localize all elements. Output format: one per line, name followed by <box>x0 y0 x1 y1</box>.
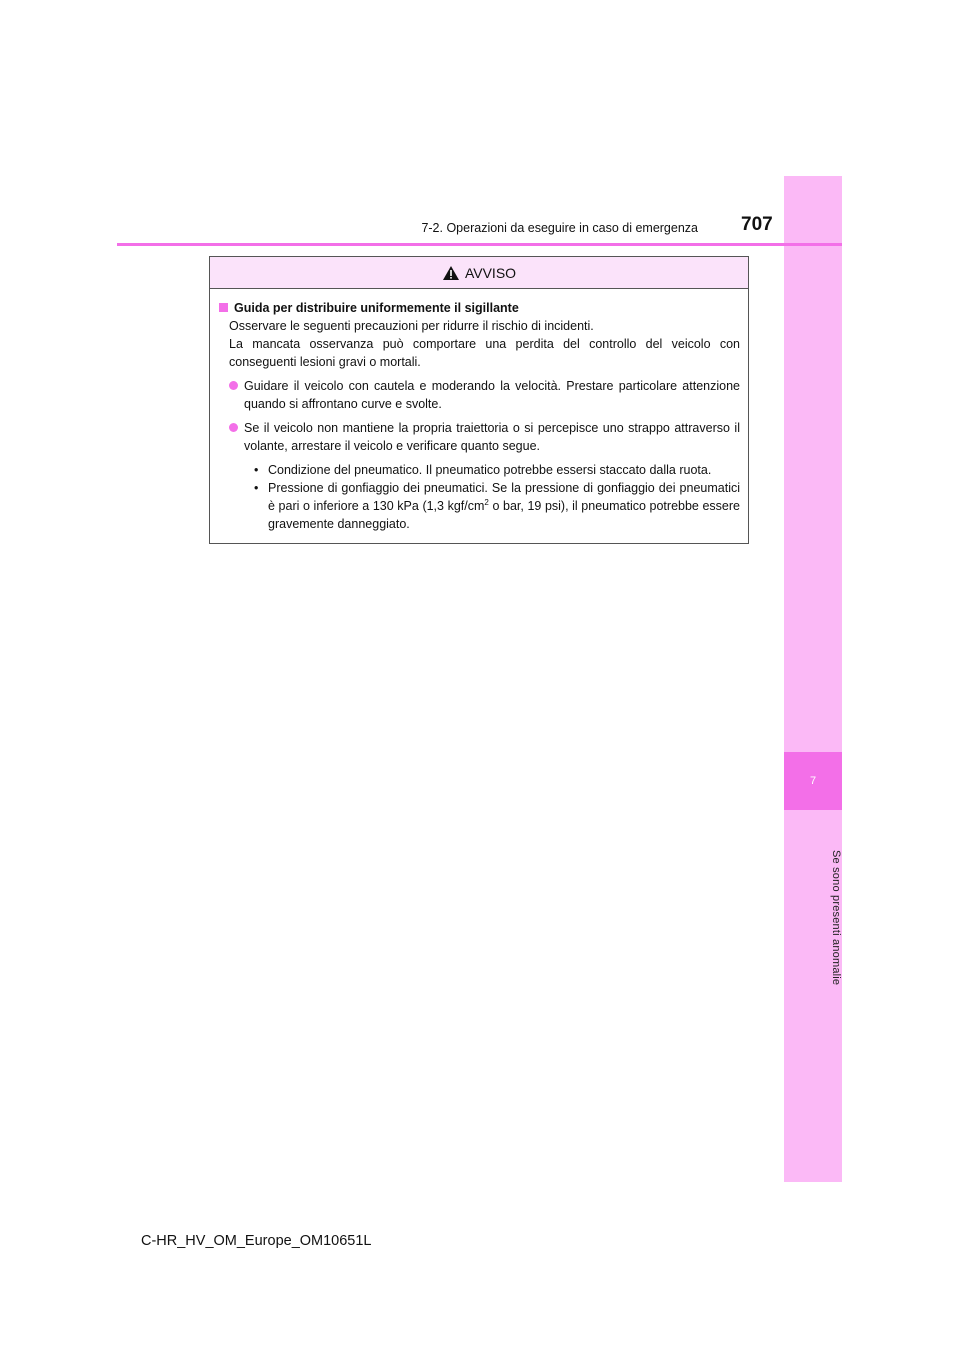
circle-bullet-icon <box>229 423 238 432</box>
check-text: Condizione del pneumatico. Il pneumatico potrebbe essersi staccato dalla ruota. <box>268 463 712 477</box>
chapter-title: Se sono presenti anomalie <box>830 850 842 986</box>
warning-heading <box>219 299 740 317</box>
dot-bullet-icon: • <box>254 481 259 495</box>
page-number: 707 <box>741 214 773 235</box>
check-list <box>219 461 740 533</box>
dot-bullet-icon: • <box>254 463 259 477</box>
check-item <box>254 479 740 533</box>
side-tab <box>784 176 842 1182</box>
check-text <box>268 479 740 533</box>
header-rule <box>117 243 842 246</box>
check-item <box>254 461 740 479</box>
list-item <box>219 377 740 413</box>
warning-heading-text: Guida per distribuire uniformemente il sigillante <box>234 301 519 315</box>
warning-triangle-icon <box>442 265 460 281</box>
check-text-part2: o bar, 19 psi), il pneumatico potrebbe essere gravemente danneggiato. <box>268 499 740 531</box>
list-item <box>219 419 740 455</box>
list-item-text: Se il veicolo non mantiene la propria traiettoria o si percepisce uno strappo attraverso il volante, arrestare il veicolo e verificare quanto segue. <box>244 421 740 453</box>
square-bullet-icon <box>219 303 228 312</box>
check-text-part1: Pressione di gonfiaggio dei pneumatici. Se la pressione di gonfiaggio dei pneumatici è pari o inferiore a 130 kPa (1,3 kgf/cm <box>268 481 740 513</box>
warning-title: AVVISO <box>464 264 517 281</box>
list-item-text: Guidare il veicolo con cautela e moderando la velocità. Prestare particolare attenzione quando si affrontano curve e svolte. <box>244 379 740 411</box>
document-code: C-HR_HV_OM_Europe_OM10651L <box>141 1233 372 1249</box>
warning-consequence: La mancata osservanza può comportare una perdita del controllo del veicolo con conseguenti lesioni gravi o mortali. <box>229 337 740 369</box>
warning-body <box>210 289 748 533</box>
chapter-number: 7 <box>784 752 842 810</box>
warning-intro: Osservare le seguenti precauzioni per ridurre il rischio di incidenti. <box>229 319 594 333</box>
section-title: 7-2. Operazioni da eseguire in caso di emergenza <box>421 221 698 235</box>
warning-box <box>209 256 749 544</box>
circle-bullet-icon <box>229 381 238 390</box>
superscript: 2 <box>484 497 489 507</box>
warning-header <box>210 257 748 289</box>
